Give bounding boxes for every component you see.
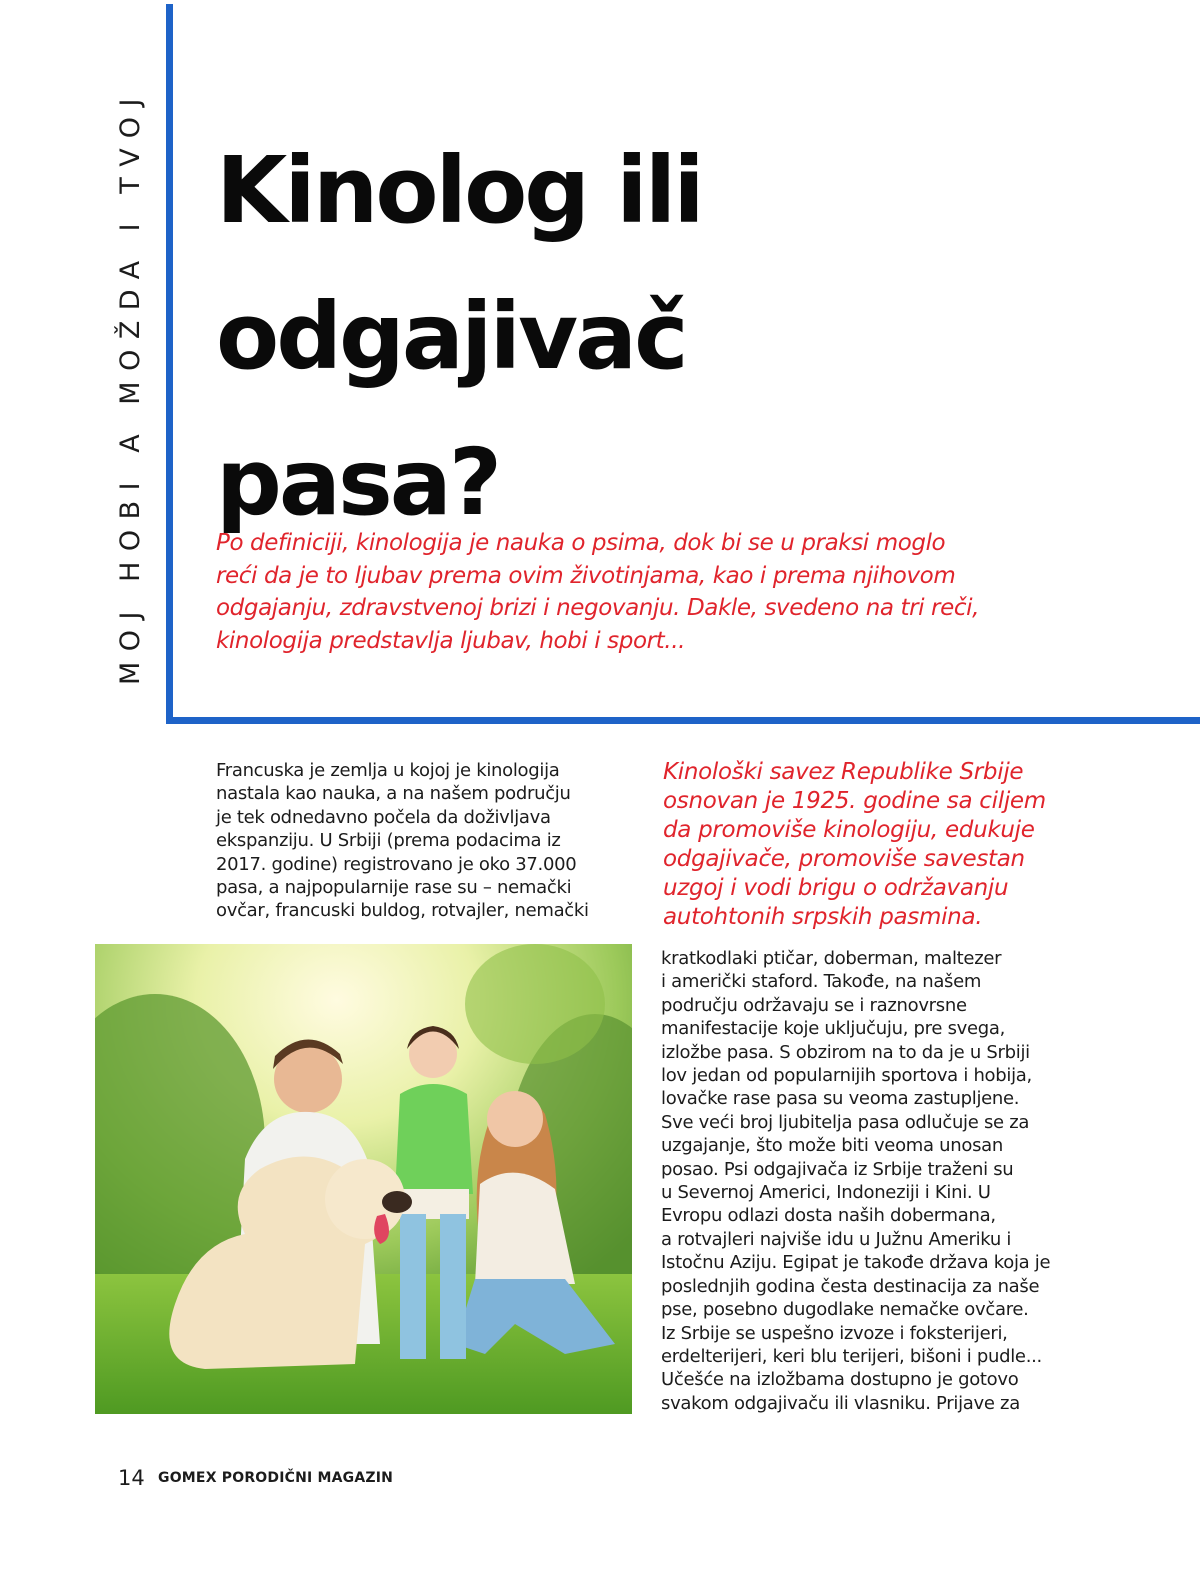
pull-quote: [663, 758, 1083, 932]
body-line: poslednjih godina česta destinacija za naše: [661, 1275, 1040, 1297]
body-line: lov jedan od popularnijih sportova i hobija,: [661, 1065, 1032, 1087]
title-line: pasa?: [216, 429, 500, 536]
body-column-1: [216, 759, 616, 923]
lead-paragraph: [216, 527, 996, 657]
title-line: Kinolog ili: [216, 137, 702, 244]
pullquote-line: osnovan je 1925. godine sa ciljem: [663, 788, 1046, 814]
page-number: 14: [118, 1466, 145, 1490]
body-line: 2017. godine) registrovano je oko 37.000: [216, 853, 577, 875]
body-line: Evropu odlazi dosta naših dobermana,: [661, 1205, 996, 1227]
body-line: u Severnoj Americi, Indoneziji i Kini. U: [661, 1182, 991, 1204]
pullquote-line: odgajivače, promoviše savestan: [663, 846, 1025, 872]
article-title: [216, 118, 916, 556]
body-line: Učešće na izložbama dostupno je gotovo: [661, 1369, 1019, 1391]
body-line: ekspanziju. U Srbiji (prema podacima iz: [216, 830, 561, 852]
body-column-2: [661, 947, 1091, 1415]
lead-line: kinologija predstavlja ljubav, hobi i sport...: [216, 627, 686, 654]
body-line: i američki staford. Takođe, na našem: [661, 971, 982, 993]
body-line: uzgajanje, što može biti veoma unosan: [661, 1135, 1004, 1157]
body-line: erdelterijeri, keri blu terijeri, bišoni i pudle...: [661, 1345, 1042, 1367]
body-line: ovčar, francuski buldog, rotvajler, nemački: [216, 900, 589, 922]
lead-line: odgajanju, zdravstvenoj brizi i negovanju. Dakle, svedeno na tri reči,: [216, 595, 980, 621]
body-line: Istočnu Aziju. Egipat je takođe država koja je: [661, 1252, 1051, 1274]
family-with-dog-photo: [95, 944, 632, 1414]
body-line: pasa, a najpopularnije rase su – nemački: [216, 877, 572, 899]
horizontal-accent-bar: [166, 717, 1200, 724]
body-line: je tek odnedavno počela da doživljava: [216, 806, 551, 828]
section-label: MOJ HOBI A MOŽDA I TVOJ: [115, 88, 146, 685]
magazine-name: GOMEX PORODIČNI MAGAZIN: [158, 1470, 394, 1486]
body-line: a rotvajleri najviše idu u Južnu Ameriku i: [661, 1228, 1012, 1250]
body-line: manifestacije koje uključuju, pre svega,: [661, 1018, 1006, 1040]
pullquote-line: uzgoj i vodi brigu o održavanju: [663, 875, 1009, 901]
body-line: svakom odgajivaču ili vlasniku. Prijave za: [661, 1392, 1020, 1414]
body-line: kratkodlaki ptičar, doberman, maltezer: [661, 948, 1002, 969]
body-line: području održavaju se i raznovrsne: [661, 994, 967, 1016]
body-line: Sve veći broj ljubitelja pasa odlučuje se za: [661, 1111, 1030, 1133]
body-line: pse, posebno dugodlake nemačke ovčare.: [661, 1299, 1029, 1321]
body-line: Iz Srbije se uspešno izvoze i foksterijeri,: [661, 1322, 1008, 1344]
pullquote-line: da promoviše kinologiju, edukuje: [663, 817, 1035, 843]
pullquote-line: autohtonih srpskih pasmina.: [663, 904, 983, 930]
lead-line: reći da je to ljubav prema ovim životinjama, kao i prema njihovom: [216, 562, 956, 589]
pullquote-line: Kinološki savez Republike Srbije: [663, 759, 1024, 785]
body-line: izložbe pasa. S obzirom na to da je u Srbiji: [661, 1041, 1030, 1063]
body-line: Francuska je zemlja u kojoj je kinologija: [216, 760, 560, 781]
vertical-accent-bar: [166, 4, 173, 724]
body-line: nastala kao nauka, a na našem području: [216, 783, 571, 805]
body-line: posao. Psi odgajivača iz Srbije traženi su: [661, 1158, 1014, 1180]
title-line: odgajivač: [216, 283, 686, 390]
lead-line: Po definiciji, kinologija je nauka o psima, dok bi se u praksi moglo: [216, 530, 946, 556]
body-line: lovačke rase pasa su veoma zastupljene.: [661, 1088, 1020, 1110]
